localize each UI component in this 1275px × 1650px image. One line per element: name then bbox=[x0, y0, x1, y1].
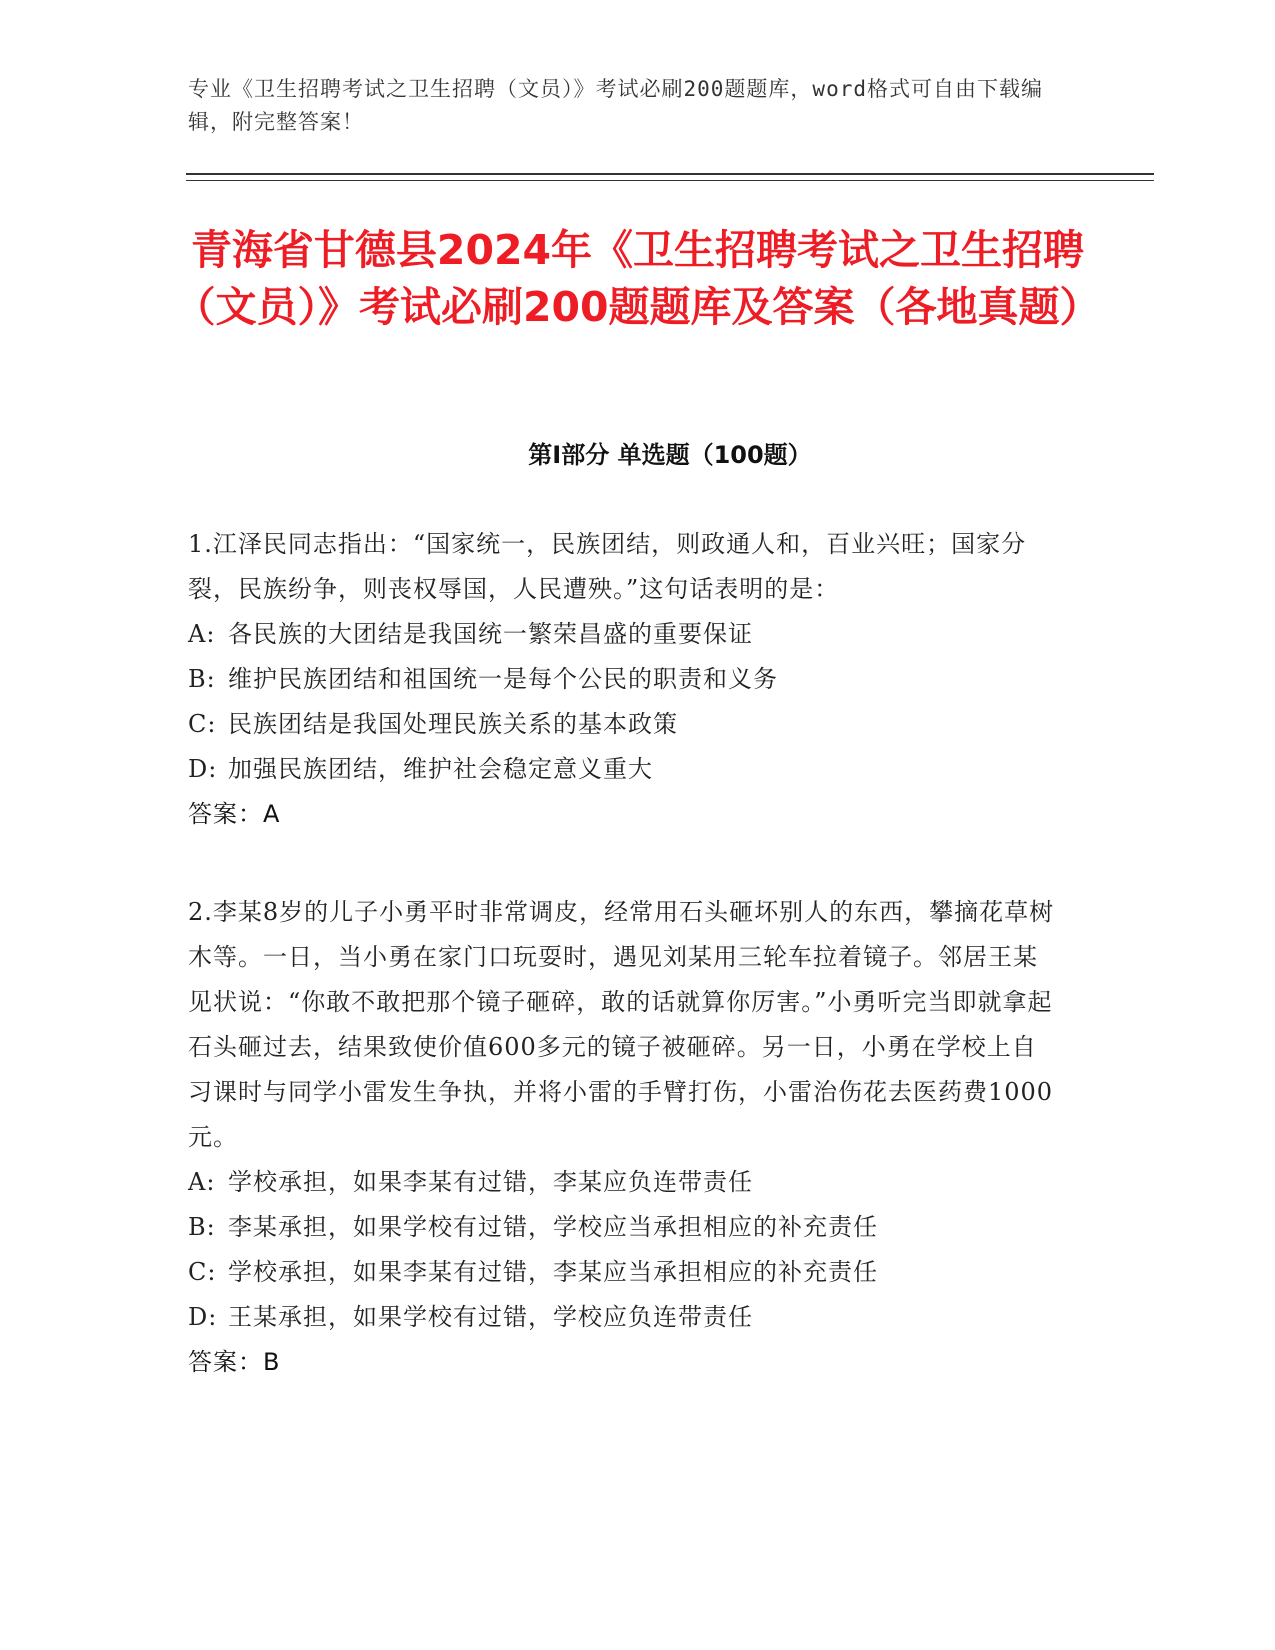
option-letter: D: bbox=[188, 1303, 218, 1331]
option-d bbox=[188, 1295, 1058, 1340]
option-text: 学校承担，如果李某有过错，李某应当承担相应的补充责任 bbox=[228, 1258, 878, 1286]
question-block bbox=[188, 522, 1058, 837]
option-letter: B: bbox=[188, 665, 216, 693]
question-block bbox=[188, 890, 1058, 1385]
header-note: 专业《卫生招聘考试之卫生招聘（文员）》考试必刷200题题库，word格式可自由下载编辑，附完整答案！ bbox=[188, 77, 1043, 134]
question-stem: 1.江泽民同志指出：“国家统一，民族团结，则政通人和，百业兴旺；国家分裂，民族纷争，则丧权辱国，人民遭殃。”这句话表明的是： bbox=[188, 530, 1027, 603]
option-text: 李某承担，如果学校有过错，学校应当承担相应的补充责任 bbox=[228, 1213, 878, 1241]
answer-line: 答案：B bbox=[188, 1348, 281, 1376]
option-text: 民族团结是我国处理民族关系的基本政策 bbox=[228, 710, 678, 738]
option-b bbox=[188, 657, 1058, 702]
question-stem: 2.李某8岁的儿子小勇平时非常调皮，经常用石头砸坏别人的东西，攀摘花草树木等。一日，当小勇在家门口玩耍时，遇见刘某用三轮车拉着镜子。邻居王某见状说：“你敢不敢把那个镜子砸碎，敢的话就算你厉害。”小勇听完当即就拿起石头砸过去，结果致使价值600多元的镜子被砸碎。另一日，小勇在学校上自习课时与同学小雷发生争执，并将小雷的手臂打伤，小雷治伤花去医药费1000元。 bbox=[188, 898, 1055, 1151]
answer-line: 答案：A bbox=[188, 800, 281, 828]
option-text: 加强民族团结，维护社会稳定意义重大 bbox=[228, 755, 653, 783]
header-divider-thin bbox=[186, 180, 1154, 181]
option-letter: A: bbox=[188, 1168, 216, 1196]
option-text: 各民族的大团结是我国统一繁荣昌盛的重要保证 bbox=[228, 620, 753, 648]
option-letter: B: bbox=[188, 1213, 216, 1241]
option-text: 维护民族团结和祖国统一是每个公民的职责和义务 bbox=[228, 665, 778, 693]
option-letter: D: bbox=[188, 755, 218, 783]
option-d bbox=[188, 747, 1058, 792]
option-c bbox=[188, 1250, 1058, 1295]
section-heading: 第I部分 单选题（100题） bbox=[528, 441, 812, 469]
header-divider-thick bbox=[186, 173, 1154, 175]
option-c bbox=[188, 702, 1058, 747]
option-a bbox=[188, 1160, 1058, 1205]
option-letter: A: bbox=[188, 620, 216, 648]
option-letter: C: bbox=[188, 1258, 217, 1286]
option-text: 学校承担，如果李某有过错，李某应负连带责任 bbox=[228, 1168, 753, 1196]
option-text: 王某承担，如果学校有过错，学校应负连带责任 bbox=[228, 1303, 753, 1331]
option-a bbox=[188, 612, 1058, 657]
document-title: 青海省甘德县2024年《卫生招聘考试之卫生招聘（文员）》考试必刷200题题库及答案（各地真题） bbox=[174, 226, 1101, 331]
option-b bbox=[188, 1205, 1058, 1250]
option-letter: C: bbox=[188, 710, 217, 738]
